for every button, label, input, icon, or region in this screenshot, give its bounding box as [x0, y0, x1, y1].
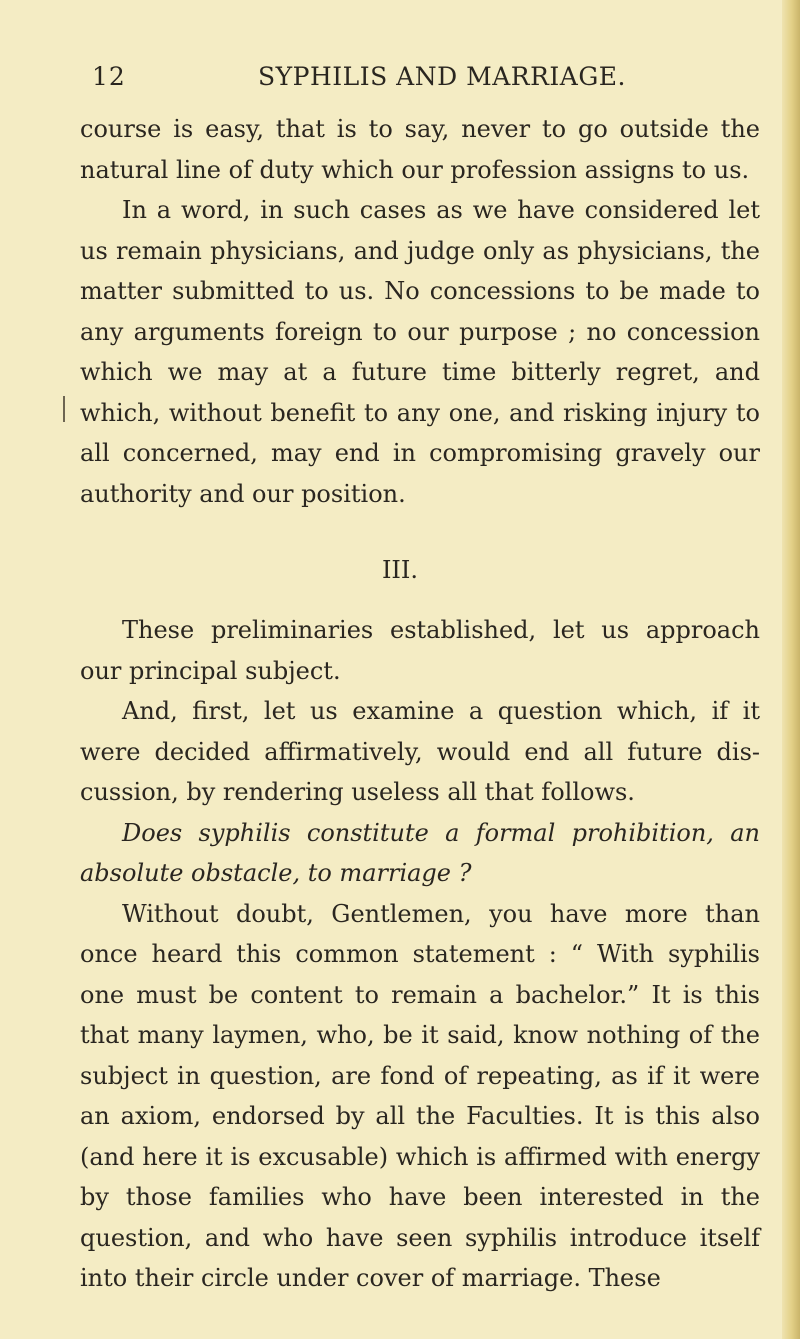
italic-question: Does syphilis constitute a formal prohibition, an absolute obstacle, to marriage ?	[80, 818, 760, 887]
paragraph: course is easy, that is to say, never to go outside the natural line of duty which our profession assigns to us.	[80, 115, 760, 184]
paragraph: And, first, let us examine a question which, if it were decided affirmatively, would end all future dis- cussion, by rendering useless all that follows.	[80, 697, 760, 806]
section-one-text	[80, 109, 760, 514]
margin-mark	[63, 396, 65, 422]
section-heading: III.	[381, 556, 419, 584]
paragraph: In a word, in such cases as we have considered let us remain physicians, and judge only as physicians, the matter submitted to us. No concessions to be made to any arguments foreign to our purpose ; no concession which we may at a future time bitterly regret, and which, without benefit to any one, and risking injury to all concerned, may end in compromising gravely our authority and our position.	[80, 196, 760, 508]
page-number: 12	[92, 62, 126, 91]
paragraph: These preliminaries established, let us approach our principal subject.	[80, 616, 760, 685]
page-edge-shadow	[782, 0, 800, 1339]
section-three-text	[80, 610, 760, 1299]
paragraph: Without doubt, Gentlemen, you have more than once heard this common statement : “ With syphilis one must be content to remain a bachelor.” It is this that many laymen, who, be it said, know nothing of the subject in question, are fond of repeating, as if it were an axiom, endorsed by all the Faculties. It is this also (and here it is excusable) which is affirmed with energy by those families who have been interested in the question, and who have seen syphilis introduce itself into their circle under cover of marriage. These	[80, 899, 760, 1292]
running-head: SYPHILIS AND MARRIAGE.	[258, 62, 626, 91]
